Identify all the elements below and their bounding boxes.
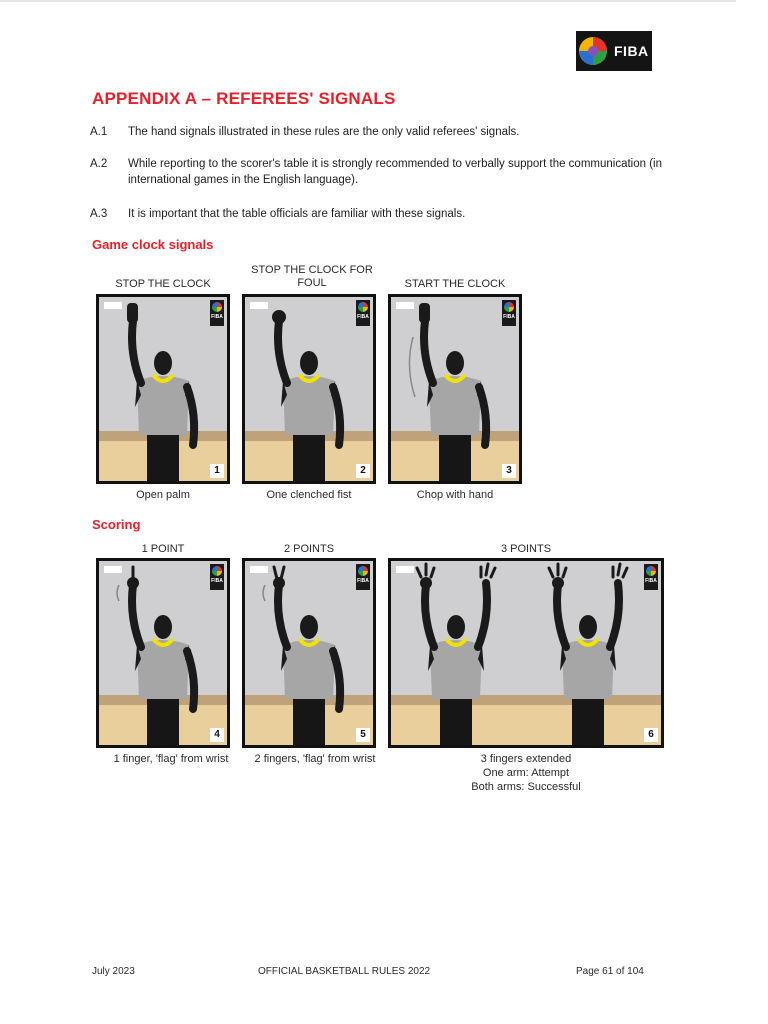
signal-number: 2	[356, 464, 370, 478]
paragraph-number: A.3	[90, 208, 108, 220]
fiba-mark-icon: FIBA	[356, 564, 370, 590]
page-title: APPENDIX A – REFEREES' SIGNALS	[92, 89, 396, 108]
panel-tag	[396, 302, 414, 309]
fiba-mark-icon: FIBA	[502, 300, 516, 326]
signal-number: 6	[644, 728, 658, 742]
signal-panel-3	[388, 294, 522, 484]
paragraph-a2	[90, 156, 690, 188]
section-title-game-clock: Game clock signals	[92, 237, 214, 252]
referee-figure-icon	[245, 561, 373, 745]
signal-description: 2 fingers, 'flag' from wrist	[254, 753, 376, 765]
fiba-mark-icon: FIBA	[210, 564, 224, 590]
signal-description: 1 finger, 'flag' from wrist	[113, 753, 229, 765]
signal-description: Open palm	[136, 489, 190, 501]
footer-title: OFFICIAL BASKETBALL RULES 2022	[258, 966, 431, 977]
referee-figure-icon	[391, 561, 661, 745]
signal-caption: STOP THE CLOCK	[115, 278, 211, 290]
signal-description: One clenched fist	[266, 489, 352, 501]
panel-tag	[104, 566, 122, 573]
signal-panel-6	[388, 558, 664, 748]
signal-panel-5	[242, 558, 376, 748]
fiba-mark-icon: FIBA	[356, 300, 370, 326]
signal-caption: START THE CLOCK	[404, 278, 506, 290]
paragraph-number: A.1	[90, 126, 108, 138]
referee-figure-icon	[99, 297, 227, 481]
signal-caption: STOP THE CLOCK FOR FOUL	[251, 264, 373, 289]
panel-tag	[250, 302, 268, 309]
panel-tag	[396, 566, 414, 573]
top-rule	[0, 0, 736, 2]
logo-text: FIBA	[614, 43, 649, 59]
panel-tag	[250, 566, 268, 573]
signal-number: 5	[356, 728, 370, 742]
referee-figure-icon	[391, 297, 519, 481]
referee-figure-icon	[99, 561, 227, 745]
signal-panel-1	[96, 294, 230, 484]
fiba-mark-icon: FIBA	[644, 564, 658, 590]
paragraph-number: A.2	[90, 158, 108, 170]
signal-number: 3	[502, 464, 516, 478]
section-title-scoring: Scoring	[92, 517, 141, 532]
footer-page: Page 61 of 104	[576, 966, 644, 977]
fiba-logo	[576, 31, 652, 71]
signal-caption: 2 POINTS	[283, 543, 335, 555]
referee-figure-icon	[245, 297, 373, 481]
signal-caption: 3 POINTS	[500, 543, 552, 555]
signal-description: Chop with hand	[416, 489, 494, 501]
fiba-mark-icon: FIBA	[210, 300, 224, 326]
signal-number: 1	[210, 464, 224, 478]
paragraph-text: It is important that the table officials are familiar with these signals.	[128, 208, 466, 220]
signal-description: 3 fingers extended One arm: Attempt Both arms: Successful	[471, 753, 581, 793]
footer-date: July 2023	[92, 966, 135, 977]
signal-panel-4	[96, 558, 230, 748]
paragraph-a1	[90, 124, 690, 140]
signal-number: 4	[210, 728, 224, 742]
signal-caption: 1 POINT	[141, 543, 185, 555]
signal-panel-2	[242, 294, 376, 484]
panel-tag	[104, 302, 122, 309]
paragraph-text: While reporting to the scorer's table it is strongly recommended to verbally support the communication (in international games in the English language).	[128, 158, 662, 186]
paragraph-text: The hand signals illustrated in these rules are the only valid referees' signals.	[128, 126, 520, 138]
fiba-logo-icon	[576, 33, 610, 69]
paragraph-a3	[90, 206, 690, 222]
